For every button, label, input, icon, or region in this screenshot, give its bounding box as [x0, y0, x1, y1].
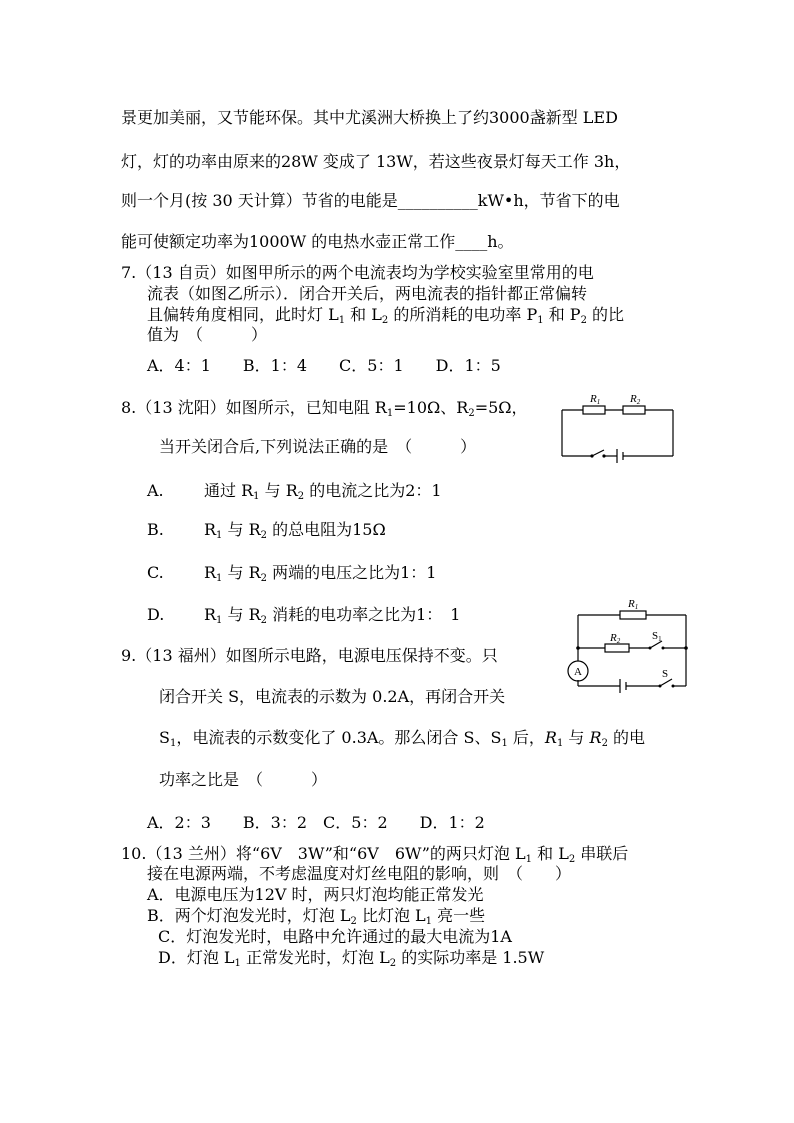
q7-line-4: 值为 （ ）	[147, 325, 268, 344]
q9-resistor-r2	[605, 644, 629, 652]
q8-option-d-label: D.	[147, 605, 165, 624]
q8-resistor-r2	[623, 406, 645, 414]
q10-line-2: 接在电源两端，不考虑温度对灯丝电阻的影响，则 （ ）	[147, 864, 572, 883]
q9-options: A．2：3 B．3：2 C．5：2 D．1：2	[147, 813, 485, 832]
q9-fig-s1-sub: 1	[658, 635, 662, 643]
q9-fig-r1-label: R	[628, 598, 635, 610]
q8-option-c-label: C.	[147, 563, 164, 582]
q9-ammeter-label: A	[574, 666, 582, 678]
q8-option-b: $R_1$ 与 $R_2$ 的总电阻为15Ω	[204, 520, 386, 541]
svg-text:R1	[589, 393, 600, 406]
q8-resistor-r1	[583, 406, 605, 414]
q8-fig-r2-sub: 2	[636, 398, 641, 406]
q10-line-1: 10.（13 兰州）将“6V 3W”和“6V 6W”的两只灯泡 $L_1$ 和 $L_2$ 串联后	[121, 844, 629, 865]
q9-fig-s-label: S	[662, 668, 669, 680]
q8-option-d: $R_1$ 与 $R_2$ 消耗的电功率之比为1： 1	[204, 605, 461, 626]
q7-line-1: 7.（13 自贡）如图甲所示的两个电流表均为学校实验室里常用的电	[121, 263, 594, 282]
q8-circuit-diagram	[560, 392, 676, 462]
q6-line-1: 景更加美丽，又节能环保。其中尤溪洲大桥换上了约3000盏新型 LED	[121, 108, 618, 127]
q9-fig-s1-label: S	[652, 630, 659, 642]
q10-option-d: D．灯泡 $L_1$ 正常发光时，灯泡 $L_2$ 的实际功率是 1.5W	[158, 948, 545, 969]
q7-line-2: 流表（如图乙所示）．闭合开关后，两电流表的指针都正常偏转	[147, 284, 588, 303]
q8-line-1: 8.（13 沈阳）如图所示，已知电阻 $R_1=10\Omega$、$R_2=5\Omega$，	[121, 398, 528, 419]
q9-line-3: $S_1$，电流表的示数变化了 0.3A。那么闭合 S、$S_1$ 后，$R_1$ 与 $R_2$ 的电	[159, 728, 646, 749]
q8-line-2: 当开关闭合后,下列说法正确的是 （ ）	[159, 437, 477, 456]
svg-text:S1	[652, 630, 662, 643]
q7-options: A．4：1 B．1：4 C．5：1 D．1：5	[147, 356, 501, 375]
svg-text:R1	[627, 598, 638, 611]
q9-switch-s-blade	[660, 679, 672, 686]
q9-fig-r2-label: R	[610, 632, 617, 644]
q10-option-c: C．灯泡发光时，电路中允许通过的最大电流为1A	[158, 927, 512, 946]
q10-option-b: B．两个灯泡发光时，灯泡 $L_2$ 比灯泡 $L_1$ 亮一些	[147, 906, 486, 927]
q8-fig-r2-label: R	[630, 393, 637, 405]
svg-text:R2	[629, 393, 641, 406]
q8-option-a-label: A.	[147, 481, 164, 500]
q9-line-1: 9.（13 福州）如图所示电路，电源电压保持不变。只	[121, 646, 498, 665]
q9-line-2: 闭合开关 S，电流表的示数为 0.2A，再闭合开关	[159, 687, 506, 706]
q6-line-2: 灯，灯的功率由原来的28W 变成了 13W，若这些夜景灯每天工作 3h，	[121, 152, 631, 171]
q8-fig-r1-sub: 1	[596, 398, 601, 406]
q9-fig-r1-sub: 1	[634, 603, 639, 611]
q8-option-a: 通过 $R_1$ 与 $R_2$ 的电流之比为2：1	[204, 481, 442, 502]
q8-fig-r1-label: R	[590, 393, 597, 405]
q9-resistor-r1	[620, 611, 646, 619]
q9-fig-r2-sub: 2	[616, 637, 621, 645]
q8-option-b-label: B.	[147, 520, 164, 539]
q7-line-3: 且偏转角度相同，此时灯 $L_1$ 和 $L_2$ 的所消耗的电功率 $P_1$ 和 $P_2$ 的比	[147, 305, 625, 326]
q6-line-3: 则一个月(按 30 天计算）节省的电能是__________kW•h，节省下的电	[121, 191, 620, 210]
svg-text:R2	[609, 632, 621, 645]
q8-switch-blade	[592, 450, 604, 456]
q6-line-4: 能可使额定功率为1000W 的电热水壶正常工作____h。	[121, 232, 514, 251]
q9-line-4: 功率之比是 （ ）	[159, 770, 328, 789]
q10-option-a: A．电源电压为12V 时，两只灯泡均能正常发光	[147, 885, 484, 904]
q8-option-c: $R_1$ 与 $R_2$ 两端的电压之比为1：1	[204, 563, 437, 584]
q9-circuit-diagram	[560, 596, 690, 696]
